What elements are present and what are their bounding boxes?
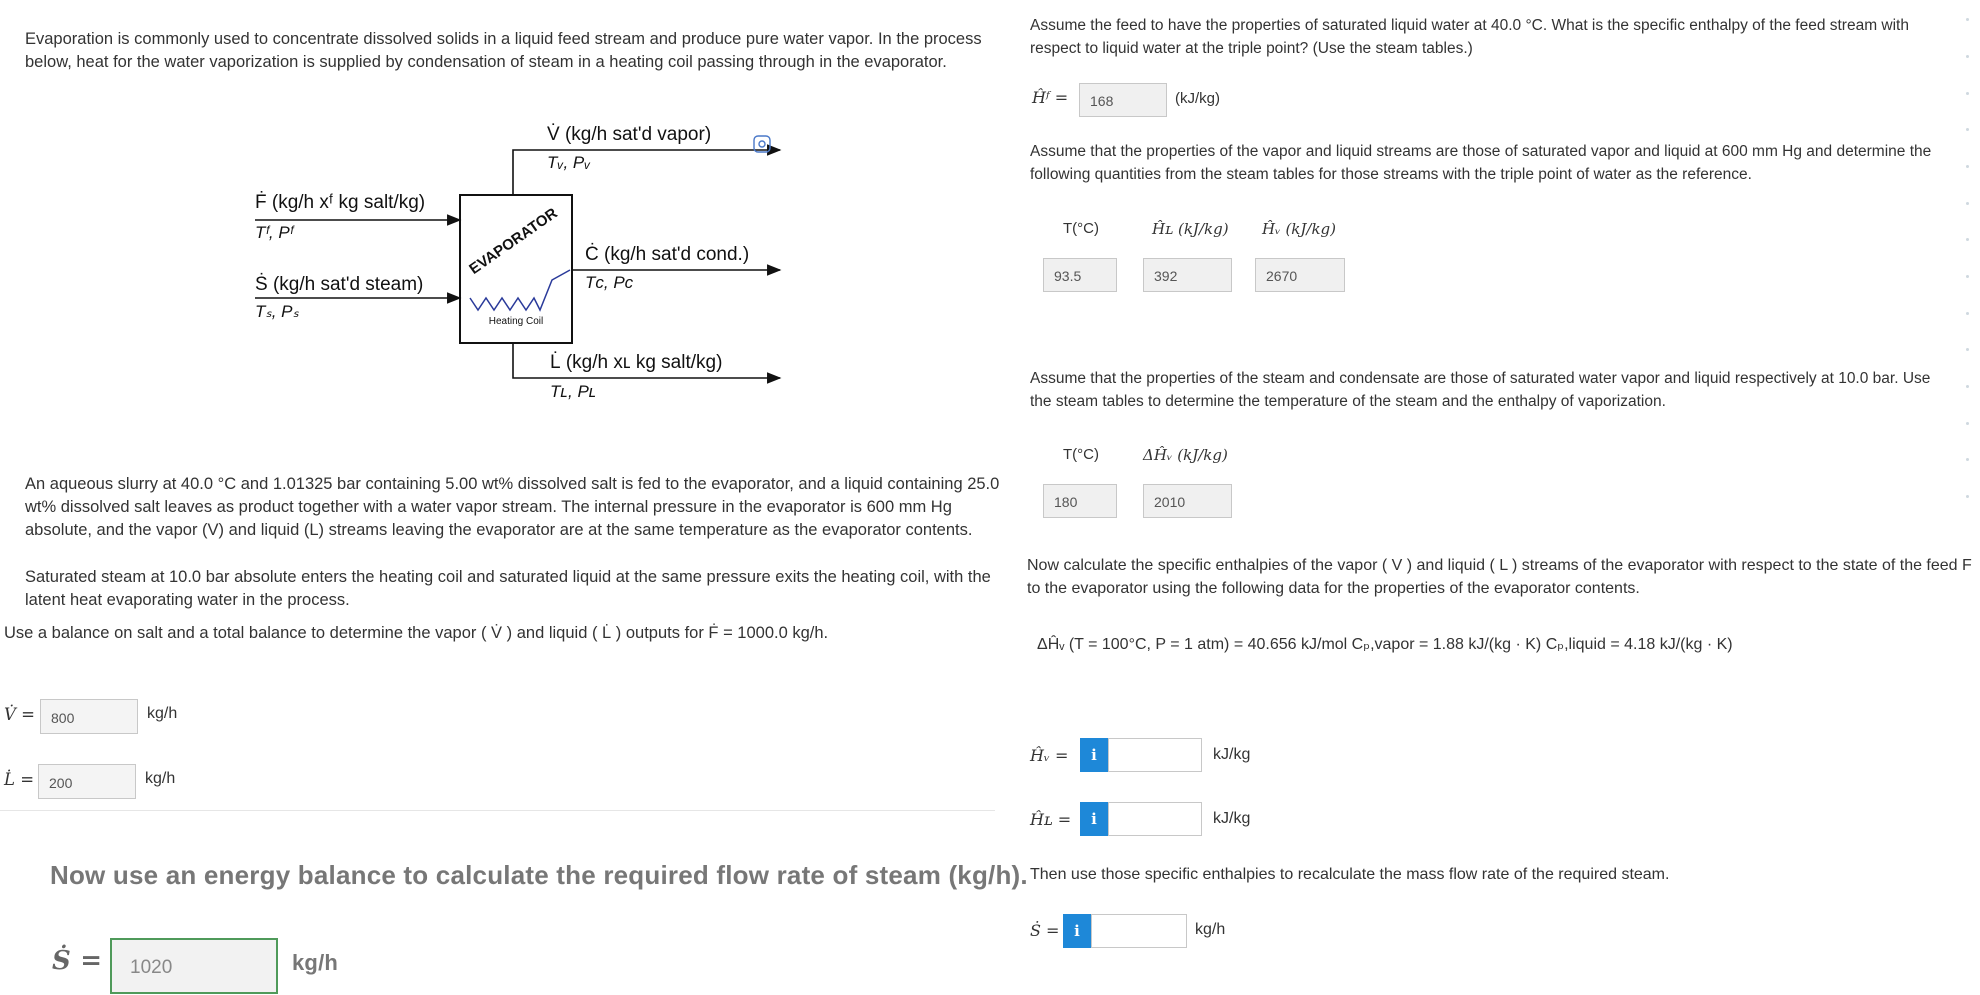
hv-table-field[interactable]: 2670	[1255, 258, 1345, 292]
hf-answer-field[interactable]: 168	[1079, 83, 1167, 117]
energy-balance-prompt: Now use an energy balance to calculate the required flow rate of steam (kg/h).	[50, 860, 1028, 890]
hl-label: Ĥʟ =	[1030, 810, 1072, 829]
s2-input[interactable]	[1091, 914, 1187, 948]
slurry-description: An aqueous slurry at 40.0 °C and 1.01325 bar containing 5.00 wt% dissolved salt is fed to the evaporator, and a liquid containing 25.0 wt% dissolved salt leaves as product together with a water vapor stream. The internal pressure in the evaporator is 600 mm Hg absolute, and the vapor (V) and liquid (L) streams leaving the evaporator are at the same temperature as the evaporator contents.	[25, 475, 1000, 539]
s2-info-icon[interactable]: i	[1063, 914, 1091, 948]
hv-info-icon[interactable]: i	[1080, 738, 1108, 772]
scroll-dot	[1966, 385, 1969, 388]
v-answer-field[interactable]: 800	[40, 699, 138, 734]
balance-prompt: Use a balance on salt and a total balance to determine the vapor ( V̇ ) and liquid ( L̇ ) outputs for Ḟ = 1000.0 kg/h.	[4, 624, 829, 642]
hv-input[interactable]	[1108, 738, 1202, 772]
recalc-prompt: Then use those specific enthalpies to recalculate the mass flow rate of the required steam.	[1030, 866, 1670, 883]
s2-label: Ṡ =	[1030, 921, 1060, 940]
v-unit: kg/h	[147, 705, 178, 722]
l-unit: kg/h	[145, 770, 176, 787]
scroll-dot	[1966, 422, 1969, 425]
scroll-dot	[1966, 202, 1969, 205]
scroll-dot	[1966, 312, 1969, 315]
hl-info-icon[interactable]: i	[1080, 802, 1108, 836]
vapor-label: V̇ (kg/h sat'd vapor)	[547, 124, 712, 145]
feed-sub: Tᶠ, Pᶠ	[255, 223, 294, 242]
heating-coil-label: Heating Coil	[488, 316, 544, 327]
table2-header-dhv: ΔĤᵥ (kJ/kg)	[1143, 446, 1228, 464]
scroll-dot	[1966, 92, 1969, 95]
dhv-field[interactable]: 2010	[1143, 484, 1232, 518]
s2-unit: kg/h	[1195, 921, 1226, 938]
table1-header-hl: Ĥʟ (kJ/kg)	[1152, 220, 1229, 238]
steam-question: Assume that the properties of the steam and condensate are those of saturated water vapor and liquid respectively at 10.0 bar. Use the steam tables to determine the temperature of the steam and the enthalpy of vaporization.	[1030, 370, 1931, 410]
l-label: L̇ =	[4, 770, 35, 789]
condensate-sub: Tᴄ, Pᴄ	[585, 273, 634, 292]
intro-text: Evaporation is commonly used to concentrate dissolved solids in a liquid feed stream and produce pure water vapor. In the process below, heat for the water vaporization is supplied by condensation of steam in a heating coil passing through in the evaporator.	[25, 30, 982, 71]
t-vapor-field[interactable]: 93.5	[1043, 258, 1117, 292]
hl-table-field[interactable]: 392	[1143, 258, 1232, 292]
v-label: V̇ =	[4, 705, 35, 724]
scroll-dot	[1966, 128, 1969, 131]
liquid-sub: Tʟ, Pʟ	[550, 382, 597, 401]
hl-unit: kJ/kg	[1213, 810, 1251, 827]
table2-header-t: T(°C)	[1063, 446, 1099, 463]
vapor-sub: Tᵥ, Pᵥ	[547, 153, 591, 172]
table1-header-hv: Ĥᵥ (kJ/kg)	[1262, 220, 1336, 238]
steam-label: Ṡ (kg/h sat'd steam)	[255, 274, 424, 295]
steam-description: Saturated steam at 10.0 bar absolute enters the heating coil and saturated liquid at the same pressure exits the heating coil, with the latent heat evaporating water in the process.	[25, 568, 991, 609]
scroll-dot	[1966, 165, 1969, 168]
hl-input[interactable]	[1108, 802, 1202, 836]
divider	[0, 810, 995, 811]
scroll-dot	[1966, 55, 1969, 58]
calc-prompt: Now calculate the specific enthalpies of the vapor ( V ) and liquid ( L ) streams of the evaporator with respect to the state of the feed F to the evaporator using the following data for the properties of the evaporator contents.	[1027, 557, 1972, 597]
scroll-dot	[1966, 275, 1969, 278]
scroll-dot	[1966, 495, 1969, 498]
hv-label: Ĥᵥ =	[1030, 746, 1069, 765]
hv-unit: kJ/kg	[1213, 746, 1251, 763]
table1-header-t: T(°C)	[1063, 220, 1099, 237]
s-label: Ṡ =	[52, 946, 103, 976]
process-diagram	[240, 110, 800, 410]
liquid-label: L̇ (kg/h xʟ kg salt/kg)	[550, 352, 723, 373]
scroll-dot	[1966, 238, 1969, 241]
s-unit: kg/h	[292, 950, 339, 975]
hf-unit: (kJ/kg)	[1175, 90, 1220, 107]
condensate-label: Ċ (kg/h sat'd cond.)	[585, 244, 750, 265]
property-data-line: ΔĤᵥ (T = 100°C, P = 1 atm) = 40.656 kJ/mol Cₚ,vapor = 1.88 kJ/(kg · K) Cₚ,liquid = 4.18 kJ/(kg · K)	[1037, 636, 1733, 653]
s-answer-field[interactable]: 1020	[110, 938, 278, 994]
scroll-dot	[1966, 18, 1969, 21]
scroll-dot	[1966, 348, 1969, 351]
hf-label: Ĥᶠ =	[1032, 88, 1069, 107]
vl-question: Assume that the properties of the vapor and liquid streams are those of saturated vapor and liquid at 600 mm Hg and determine the following quantities from the steam tables for those streams with the triple point of water as the reference.	[1030, 143, 1932, 183]
steam-sub: Tₛ, Pₛ	[255, 302, 299, 321]
l-answer-field[interactable]: 200	[38, 764, 136, 799]
feed-question: Assume the feed to have the properties of saturated liquid water at 40.0 °C. What is the specific enthalpy of the feed stream with respect to liquid water at the triple point? (Use the steam tables.)	[1030, 17, 1909, 57]
scroll-dot	[1966, 458, 1969, 461]
feed-label: Ḟ (kg/h xᶠ kg salt/kg)	[255, 192, 426, 213]
evaporator-label: EVAPORATOR	[466, 204, 561, 278]
t-steam-field[interactable]: 180	[1043, 484, 1117, 518]
